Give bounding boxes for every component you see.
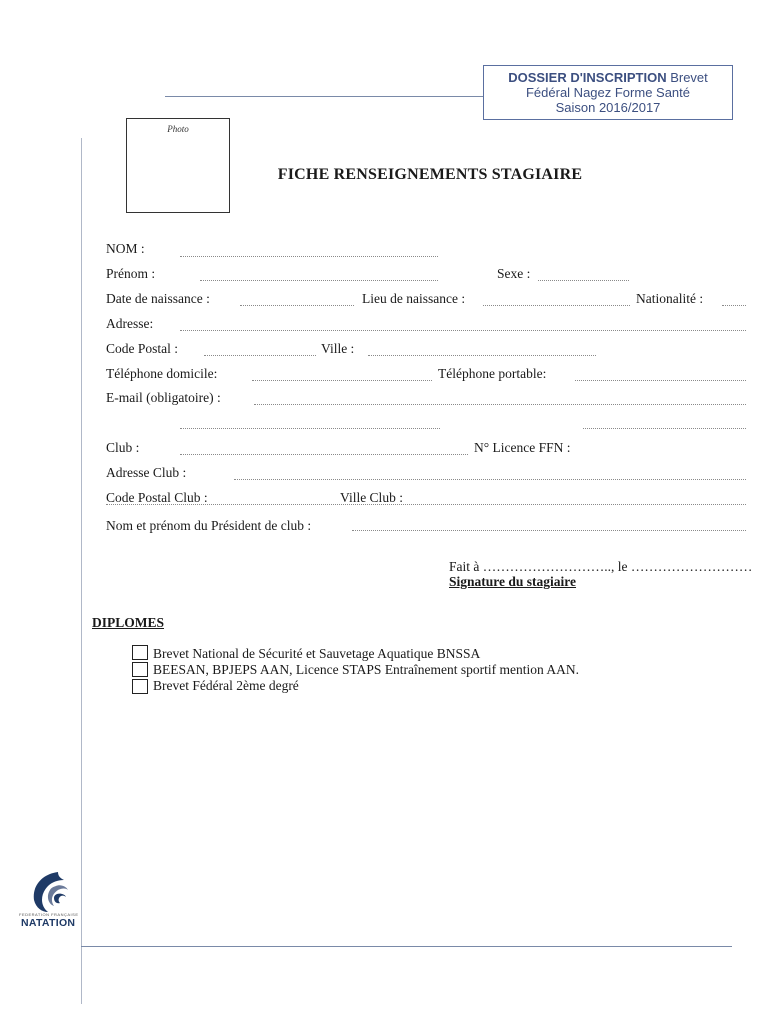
fait-a-line: Fait à ……………………….., le ……………………… — [449, 559, 753, 574]
header-title-bold: DOSSIER D'INSCRIPTION — [508, 70, 667, 85]
diplome-beesan-label: BEESAN, BPJEPS AAN, Licence STAPS Entraînement sportif mention AAN. — [153, 662, 580, 677]
club-label: Club : — [106, 440, 140, 455]
nationalite-field[interactable] — [722, 305, 746, 306]
header-season: Saison 2016/2017 — [555, 100, 661, 115]
logo-natation-text: NATATION — [21, 917, 76, 929]
tel-domicile-field[interactable] — [252, 380, 432, 381]
code-postal-label: Code Postal : — [106, 341, 179, 356]
email-label: E-mail (obligatoire) : — [106, 390, 221, 405]
footer-rule — [81, 946, 732, 947]
lieu-naissance-label: Lieu de naissance : — [362, 291, 466, 306]
lieu-naissance-field[interactable] — [483, 305, 630, 306]
prenom-label: Prénom : — [106, 266, 156, 281]
president-label: Nom et prénom du Président de club : — [106, 518, 312, 533]
date-naissance-field[interactable] — [240, 305, 354, 306]
tel-portable-label: Téléphone portable: — [438, 366, 547, 381]
nationalite-label: Nationalité : — [636, 291, 704, 306]
adresse-field[interactable] — [180, 330, 746, 331]
page-title: FICHE RENSEIGNEMENTS STAGIAIRE — [277, 166, 583, 183]
nom-label: NOM : — [106, 241, 145, 256]
signature-label: Signature du stagiaire — [449, 574, 577, 589]
ville-field[interactable] — [368, 355, 596, 356]
tel-domicile-label: Téléphone domicile: — [106, 366, 218, 381]
bnssa-checkbox[interactable] — [132, 645, 148, 660]
prenom-field[interactable] — [200, 280, 438, 281]
adresse-club-label: Adresse Club : — [106, 465, 187, 480]
tel-portable-field[interactable] — [575, 380, 746, 381]
diplome-bnssa-label: Brevet National de Sécurité et Sauvetage Aquatique BNSSA — [153, 646, 481, 661]
header-title-rest: Brevet — [666, 70, 708, 85]
date-naissance-label: Date de naissance : — [106, 291, 210, 306]
diplomes-heading: DIPLOMES — [92, 615, 165, 630]
ville-label: Ville : — [321, 341, 355, 356]
beesan-checkbox[interactable] — [132, 662, 148, 677]
logo-federation-text: FEDERATION FRANÇAISE — [19, 912, 79, 917]
code-postal-club-label: Code Postal Club : — [106, 490, 208, 505]
code-postal-field[interactable] — [204, 355, 316, 356]
extra-line-right[interactable] — [583, 428, 746, 429]
photo-label: Photo — [167, 124, 189, 134]
header-rule — [165, 96, 483, 97]
president-field[interactable] — [352, 530, 746, 531]
dossier-header-box — [483, 65, 733, 120]
licence-label: N° Licence FFN : — [474, 440, 571, 455]
brevet-federal-checkbox[interactable] — [132, 679, 148, 694]
adresse-club-field[interactable] — [234, 479, 746, 480]
club-address-line[interactable] — [106, 504, 746, 505]
adresse-label: Adresse: — [106, 316, 154, 331]
diplome-brevet-federal-label: Brevet Fédéral 2ème degré — [153, 678, 299, 693]
sexe-field[interactable] — [538, 280, 629, 281]
nom-field[interactable] — [180, 256, 438, 257]
header-subtitle: Fédéral Nagez Forme Santé — [525, 85, 691, 100]
ville-club-label: Ville Club : — [340, 490, 403, 505]
email-field[interactable] — [254, 404, 746, 405]
sexe-label: Sexe : — [497, 266, 531, 281]
club-field[interactable] — [180, 454, 468, 455]
extra-line-left[interactable] — [180, 428, 440, 429]
